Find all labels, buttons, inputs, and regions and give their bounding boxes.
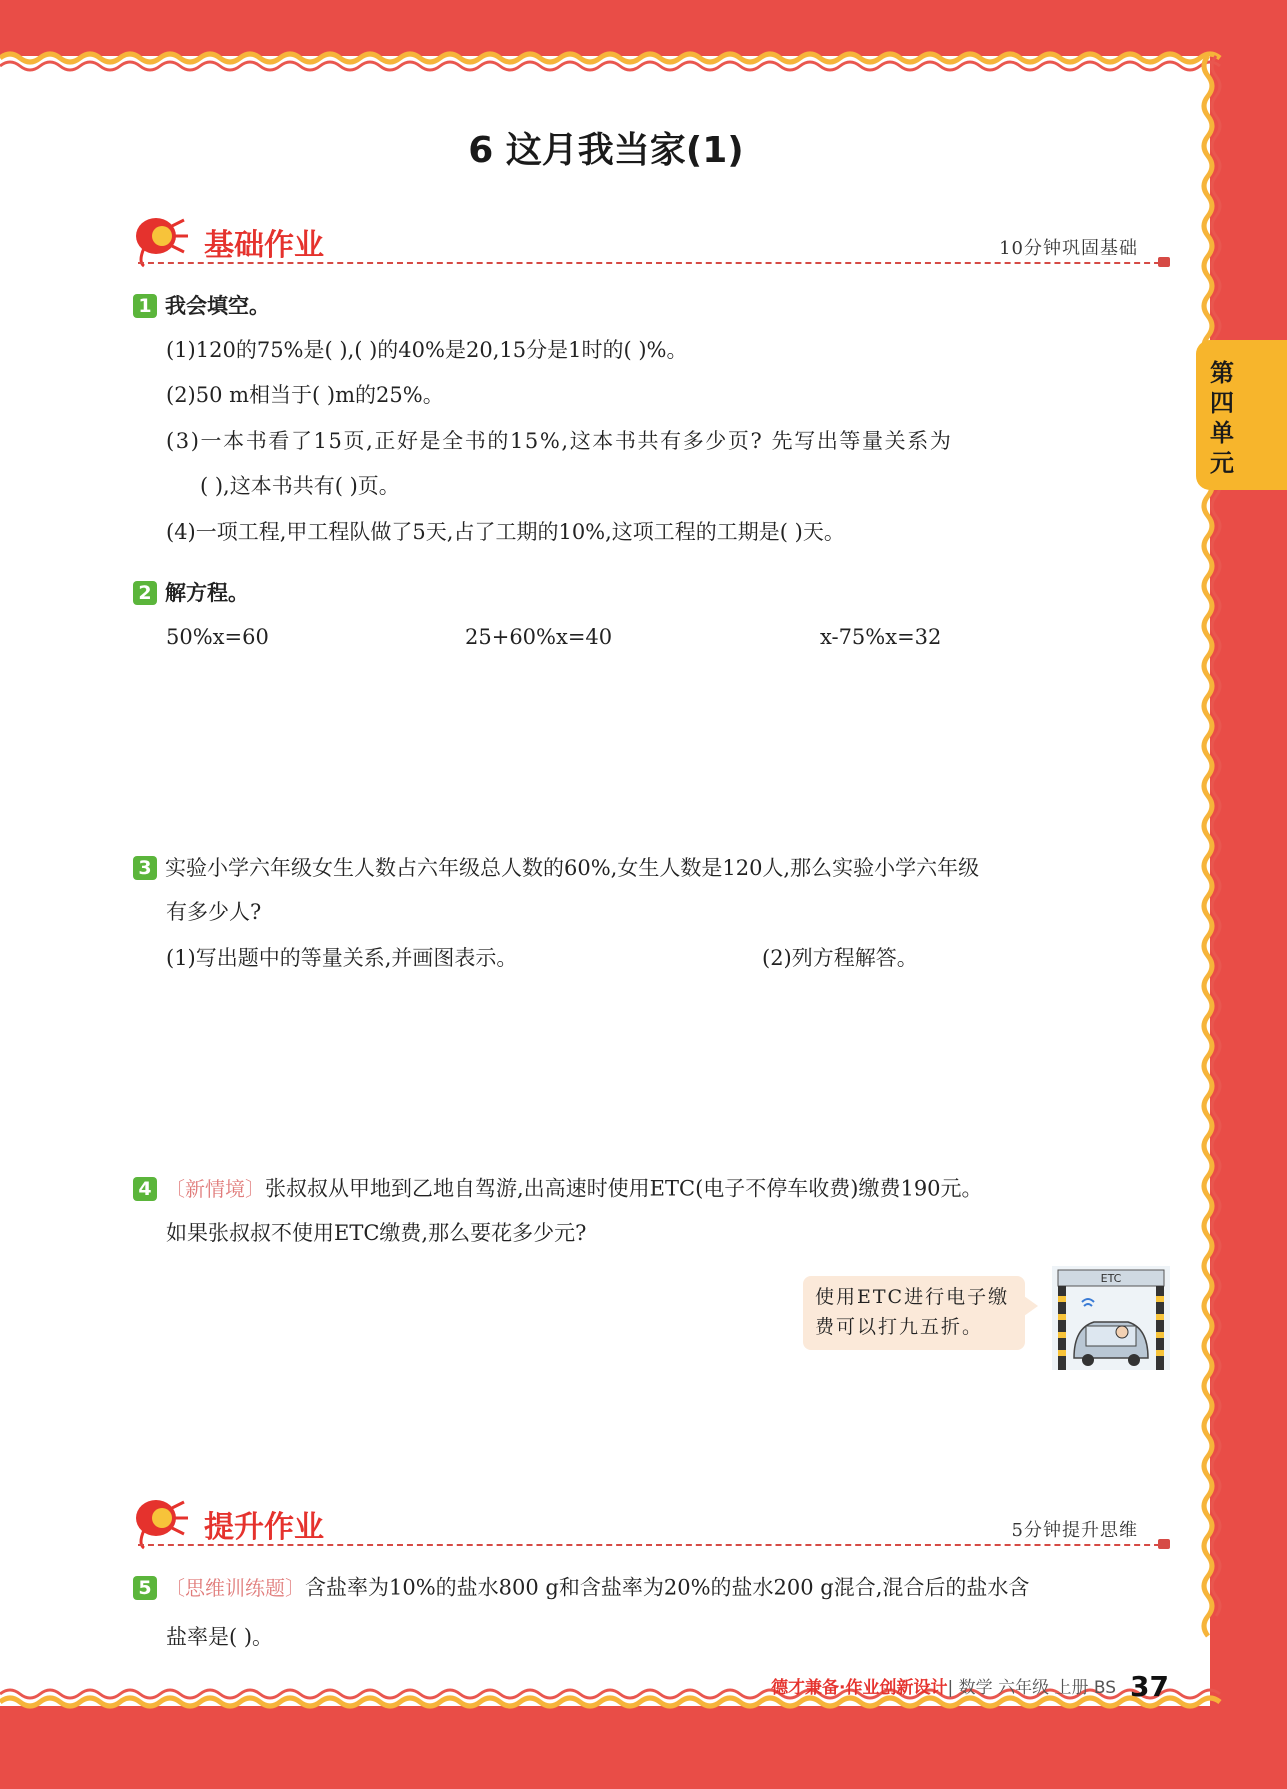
footer-book-info: | 数学 六年级 上册 BS bbox=[947, 1678, 1117, 1698]
q3-line-1: 实验小学六年级女生人数占六年级总人数的60%,女生人数是120人,那么实验小学六年级 bbox=[165, 855, 980, 880]
section-divider-end bbox=[1158, 1539, 1170, 1549]
page-number: 37 bbox=[1130, 1670, 1169, 1703]
q4-line-1: 张叔叔从甲地到乙地自驾游,出高速时使用ETC(电子不停车收费)缴费190元。 bbox=[265, 1176, 983, 1201]
q4-tag: 〔新情境〕 bbox=[165, 1176, 265, 1201]
question-number-1: 1 bbox=[133, 294, 157, 318]
q5-line-2: 盐率是( )。 bbox=[166, 1625, 274, 1649]
q3-part-1: (1)写出题中的等量关系,并画图表示。 bbox=[166, 946, 518, 970]
hint-bubble-text: 使用ETC进行电子缴费可以打九五折。 bbox=[815, 1286, 1010, 1338]
q1-line-1: (1)120的75%是( ),( )的40%是20,15分是1时的( )%。 bbox=[166, 338, 688, 362]
q1-line-5: (4)一项工程,甲工程队做了5天,占了工期的10%,这项工程的工期是( )天。 bbox=[166, 520, 845, 544]
q3-part-2: (2)列方程解答。 bbox=[762, 946, 918, 970]
unit-side-tab-label: 第四单元 bbox=[1210, 359, 1234, 477]
equation-3: x-75%x=32 bbox=[820, 625, 942, 649]
q1-line-3: (3)一本书看了15页,正好是全书的15%,这本书共有多少页? 先写出等量关系为 bbox=[166, 429, 953, 453]
equation-1: 50%x=60 bbox=[166, 625, 269, 649]
q1-line-2: (2)50 m相当于( )m的25%。 bbox=[166, 383, 444, 407]
section-header-basic bbox=[128, 212, 1170, 272]
q4-line-2: 如果张叔叔不使用ETC缴费,那么要花多少元? bbox=[166, 1221, 587, 1245]
section-divider bbox=[138, 262, 1170, 264]
hint-bubble-tail bbox=[1024, 1296, 1038, 1316]
etc-toll-gate-illustration bbox=[1052, 1266, 1170, 1370]
section-divider-end bbox=[1158, 257, 1170, 267]
section-time-advanced: 5分钟提升思维 bbox=[1011, 1520, 1138, 1541]
section-title-basic: 基础作业 bbox=[204, 228, 324, 263]
section-divider bbox=[138, 1544, 1170, 1546]
question-1-title: 我会填空。 bbox=[165, 293, 270, 318]
question-number-2: 2 bbox=[133, 581, 157, 605]
question-1-header bbox=[133, 289, 270, 321]
q3-line-2: 有多少人? bbox=[166, 900, 262, 924]
q1-line-4: ( ),这本书共有( )页。 bbox=[200, 474, 400, 498]
page-footer bbox=[771, 1670, 1169, 1703]
etc-sign-text: ETC bbox=[1100, 1272, 1122, 1285]
q5-tag: 〔思维训练题〕 bbox=[165, 1575, 305, 1600]
equation-2: 25+60%x=40 bbox=[465, 625, 613, 649]
question-2-header bbox=[133, 576, 249, 608]
page-title: 6 这月我当家(1) bbox=[468, 130, 744, 171]
section-title-advanced: 提升作业 bbox=[204, 1510, 324, 1545]
question-5-header bbox=[133, 1571, 1029, 1603]
footer-brand: 德才兼备·作业创新设计 bbox=[771, 1678, 948, 1698]
question-number-5: 5 bbox=[133, 1576, 157, 1600]
question-number-4: 4 bbox=[133, 1177, 157, 1201]
question-2-title: 解方程。 bbox=[165, 580, 249, 605]
section-header-advanced bbox=[128, 1494, 1170, 1554]
question-4-header bbox=[133, 1172, 983, 1204]
section-time-basic: 10分钟巩固基础 bbox=[999, 238, 1138, 259]
question-3-header bbox=[133, 851, 979, 883]
hint-bubble bbox=[803, 1276, 1025, 1350]
q5-line-1: 含盐率为10%的盐水800 g和含盐率为20%的盐水200 g混合,混合后的盐水含 bbox=[305, 1575, 1030, 1600]
unit-side-tab bbox=[1196, 340, 1287, 490]
question-number-3: 3 bbox=[133, 856, 157, 880]
